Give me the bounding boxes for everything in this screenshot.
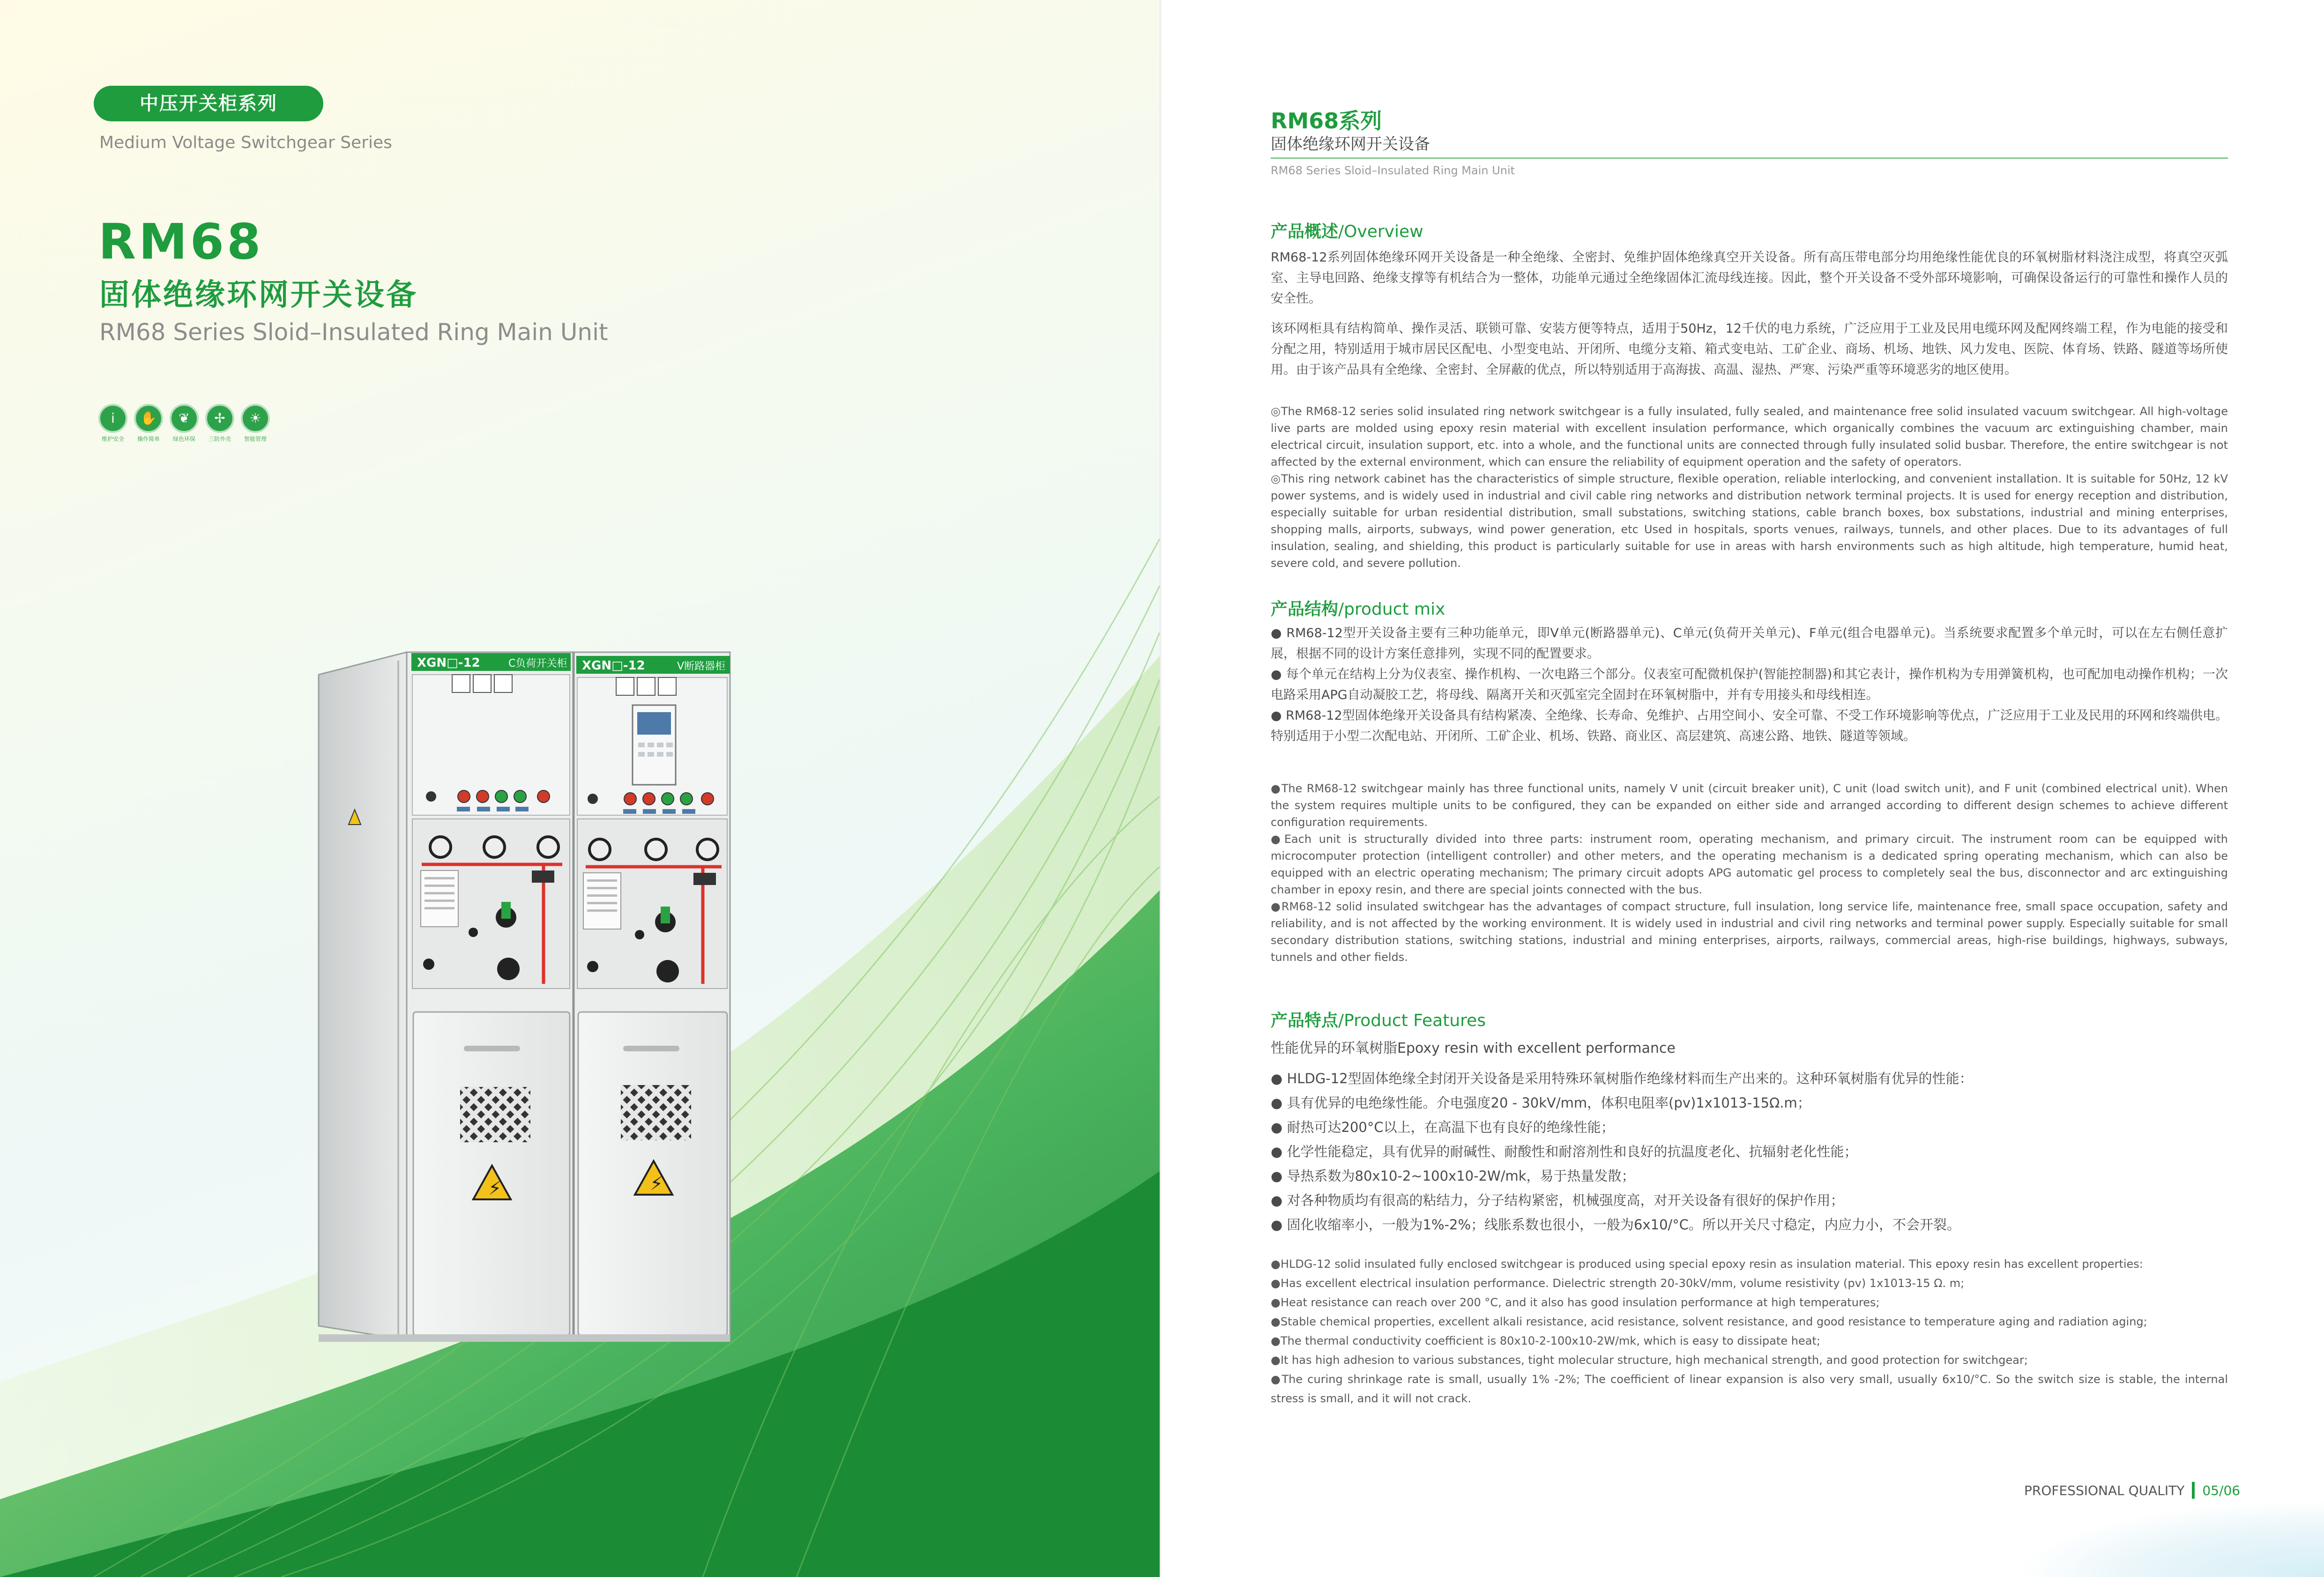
series-pill: 中压开关柜系列 [94,86,323,121]
feature-cn-item: ● 固化收缩率小，一般为1%-2%；线胀系数也很小，一般为6x10/°C。所以开关尺寸稳定，内应力小，不会开裂。 [1271,1217,1961,1233]
feature-cn-item: ● HLDG-12型固体绝缘全封闭开关设备是采用特殊环氧树脂作绝缘材料而生产出来的。这种环氧树脂有优异的性能： [1271,1071,1973,1086]
page-subtitle: 固体绝缘环网开关设备 [1271,135,1430,154]
unit-v-model: XGN□-12 [582,659,645,673]
overview-heading-cn: 产品概述 [1271,222,1339,241]
feature-en-item: ●Heat resistance can reach over 200 °C, and it also has good insulation performance at high temperatures; [1271,1296,1880,1309]
footer-label: PROFESSIONAL QUALITY [2024,1482,2185,1498]
product-mix-heading [1271,596,1445,620]
switchgear-cabinet-image [0,0,1160,1577]
product-mix-en-item: ●RM68-12 solid insulated switchgear has the advantages of compact structure, full insulation, long service life, maintenance free, small space occupation, safety and reliability, and is not affected by the working environment. It is widely used in industrial and civil ring networks and terminal power supply. Especially suitable for small secondary distribution stations, switching stations, industrial and mining enterprises, airports, railways, commercial areas, high-rise buildings, highways, subways, tunnels and other fields. [1271,900,2228,964]
feature-en-item: ●The thermal conductivity coefficient is 80x10-2-100x10-2W/mk, which is easy to dissipate heat; [1271,1334,1820,1347]
product-mix-cn-item: ● RM68-12型固体绝缘开关设备具有结构紧凑、全绝缘、长寿命、免维护、占用空间小、安全可靠、不受工作环境影响等优点，广泛应用于工业及民用的环网和终端供电。特别适用于小型二次配电站、开闭所、工矿企业、机场、铁路、商业区、高层建筑、高速公路、地铁、隧道等领域。 [1271,708,2228,744]
feature-cn-item: ● 耐热可达200°C以上，在高温下也有良好的绝缘性能； [1271,1119,1615,1135]
header-divider [1271,157,2228,159]
overview-heading [1271,218,1423,242]
features-cn-list [1271,1066,2228,1237]
icon-label: 操作简单 [137,436,160,442]
overview-cn-paragraph: 该环网柜具有结构简单、操作灵活、联锁可靠、安装方便等特点，适用于50Hz，12千伏的电力系统，广泛应用于工业及民用电缆环网及配网终端工程，作为电能的接受和分配之用，特别适用于城市居民区配电、小型变电站、开闭所、电缆分支箱、箱式变电站、工矿企业、商场、机场、地铁、风力发电、医院、体育场、铁路、隧道等场所使用。由于该产品具有全绝缘、全密封、全屏蔽的优点，所以特别适用于高海拔、高温、湿热、严寒、污染严重等环境恶劣的地区使用。 [1271,321,2228,377]
overview-heading-en: /Overview [1338,222,1423,241]
icon-label: 绿色环保 [172,436,195,442]
page-numbers: 05/06 [2202,1482,2241,1498]
feature-en-item: ●It has high adhesion to various substances, tight molecular structure, high mechanical strength, and good protection for switchgear; [1271,1354,2028,1367]
features-heading-en: /Product Features [1338,1011,1486,1030]
overview-en-paragraph: ◎The RM68-12 series solid insulated ring network switchgear is a fully insulated, fully sealed, and maintenance free solid insulated vacuum switchgear. All high-voltage live parts are molded using epoxy resin material with excellent insulation performance, which organically combines the vacuum arc extinguishing chamber, main electrical circuit, insulation support, etc. into a whole, and the functional units are connected through fully insulated solid busbar. Therefore, the entire switchgear is not affected by the external environment, which can ensure the reliability of equipment operation and the safety of operators. [1271,405,2228,469]
product-mix-cn-item: ● RM68-12型开关设备主要有三种功能单元，即V单元(断路器单元)、C单元(负荷开关单元)、F单元(组合电器单元)。当系统要求配置多个单元时，可以在左右侧任意扩展，根据不同的设计方案任意排列，实现不同的配置要求。 [1271,626,2228,661]
right-page [1162,0,2324,1577]
product-mix-en [1271,780,2228,966]
hand-icon: ✋ [134,404,163,433]
bulb-icon: ☀ [241,404,270,433]
leaf-icon: ❦ [170,404,199,433]
feature-cn-item: ● 具有优异的电绝缘性能。介电强度20 - 30kV/mm，体积电阻率(pv)1x1013-15Ω.m； [1271,1095,1811,1111]
info-icon: i [98,404,127,433]
feature-cn-item: ● 化学性能稳定，具有优异的耐碱性、耐酸性和耐溶剂性和良好的抗温度老化、抗辐射老化性能； [1271,1144,1858,1160]
page-subtitle-en: RM68 Series Sloid–Insulated Ring Main Unit [1271,164,1515,177]
feature-en-item: ●The curing shrinkage rate is small, usually 1% -2%; The coefficient of linear expansion is also very small, usually 6x10/°C. So the switch size is stable, the internal stress is small, and it will not crack. [1271,1373,2228,1405]
icon-label: 维护安全 [101,436,124,442]
unit-v-type: V断路器柜 [677,661,726,672]
feature-en-item: ●Stable chemical properties, excellent alkali resistance, acid resistance, solvent resistance, and good resistance to temperature aging and radiation aging; [1271,1315,2147,1328]
icon-label: 三防外壳 [208,436,231,442]
page-footer [2024,1482,2240,1499]
features-en-list [1271,1255,2228,1408]
overview-en [1271,403,2228,572]
overview-en-paragraph: ◎This ring network cabinet has the characteristics of simple structure, flexible operation, reliable interlocking, and convenient installation. It is suitable for 50Hz, 12 kV power systems, and is widely used in industrial and civil cable ring networks and distribution network terminal projects. It is used for energy reception and distribution, especially suitable for urban residential distribution, small substations, switching stations, cable branch boxes, box substations, industrial and mining enterprises, shopping malls, airports, subways, wind power generation, etc Used in hospitals, sports venues, railways, tunnels, and other places. Due to its advantages of full insulation, sealing, and shielding, this product is particularly suitable for use in areas with harsh environments such as high altitude, high temperature, humid heat, severe cold, and severe pollution. [1271,472,2228,570]
product-mix-cn [1271,623,2228,747]
fan-icon: ✢ [205,404,234,433]
product-mix-heading-cn: 产品结构 [1271,600,1339,619]
warning-icon: ⚡ [488,1178,502,1199]
footer-divider [2192,1482,2195,1499]
product-name-en: RM68 Series Sloid–Insulated Ring Main Unit [99,319,608,346]
unit-c-model: XGN□-12 [417,656,480,670]
features-intro: 性能优异的环氧树脂Epoxy resin with excellent performance [1271,1040,1676,1056]
feature-cn-item: ● 导热系数为80x10-2~100x10-2W/mk，易于热量发散； [1271,1168,1635,1184]
feature-en-item: ●Has excellent electrical insulation performance. Dielectric strength 20-30kV/mm, volume resistivity (pv) 1x1013-15 Ω. m; [1271,1277,1965,1290]
feature-cn-item: ● 对各种物质均有很高的粘结力，分子结构紧密，机械强度高，对开关设备有很好的保护作用； [1271,1192,1844,1208]
product-mix-en-item: ●Each unit is structurally divided into three parts: instrument room, operating mechanism, and primary circuit. The instrument room can be equipped with microcomputer protection (intelligent controller) and other meters, and the operating mechanism is a dedicated spring operating mechanism, which can also be equipped with an electric operating mechanism; The primary circuit adopts APG automatic gel process to completely seal the bus, disconnector and arc extinguishing chamber in epoxy resin, and there are special joints connected with the bus. [1271,833,2228,896]
corner-decoration [2024,1502,2324,1577]
product-mix-cn-item: ● 每个单元在结构上分为仪表室、操作机构、一次电路三个部分。仪表室可配微机保护(智能控制器)和其它表计，操作机构为专用弹簧机构，也可配加电动操作机构；一次电路采用APG自动凝胶工艺，将母线、隔离开关和灭弧室完全固封在环氧树脂中，并有专用接头和母线相连。 [1271,667,2228,702]
overview-cn [1271,247,2228,380]
series-subtitle: Medium Voltage Switchgear Series [99,133,392,152]
features-heading-cn: 产品特点 [1271,1011,1339,1030]
overview-cn-paragraph: RM68-12系列固体绝缘环网开关设备是一种全绝缘、全密封、免维护固体绝缘真空开关设备。所有高压带电部分均用绝缘性能优良的环氧树脂材料浇注成型，将真空灭弧室、主导电回路、绝缘支撑等有机结合为一整体，功能单元通过全绝缘固体汇流母线连接。因此，整个开关设备不受外部环境影响，可确保设备运行的可靠性和操作人员的安全性。 [1271,250,2228,306]
product-mix-heading-en: /product mix [1338,600,1445,619]
product-mix-en-item: ●The RM68-12 switchgear mainly has three functional units, namely V unit (circuit breaker unit), C unit (load switch unit), and F unit (combined electrical unit). When the system requires multiple units to be configured, they can be expanded on either side and arranged according to different design schemes to achieve different configuration requirements. [1271,782,2228,829]
warning-icon: ⚡ [650,1173,663,1195]
page-title: RM68系列 [1271,108,1382,134]
model-number: RM68 [98,213,264,270]
product-name-cn: 固体绝缘环网开关设备 [99,278,418,312]
feature-en-item: ●HLDG-12 solid insulated fully enclosed switchgear is produced using special epoxy resin as insulation material. This epoxy resin has excellent properties: [1271,1257,2143,1271]
icon-label: 智能管理 [244,436,267,442]
features-heading [1271,1007,1486,1031]
unit-c-type: C负荷开关柜 [508,658,567,669]
left-page [0,0,1160,1577]
